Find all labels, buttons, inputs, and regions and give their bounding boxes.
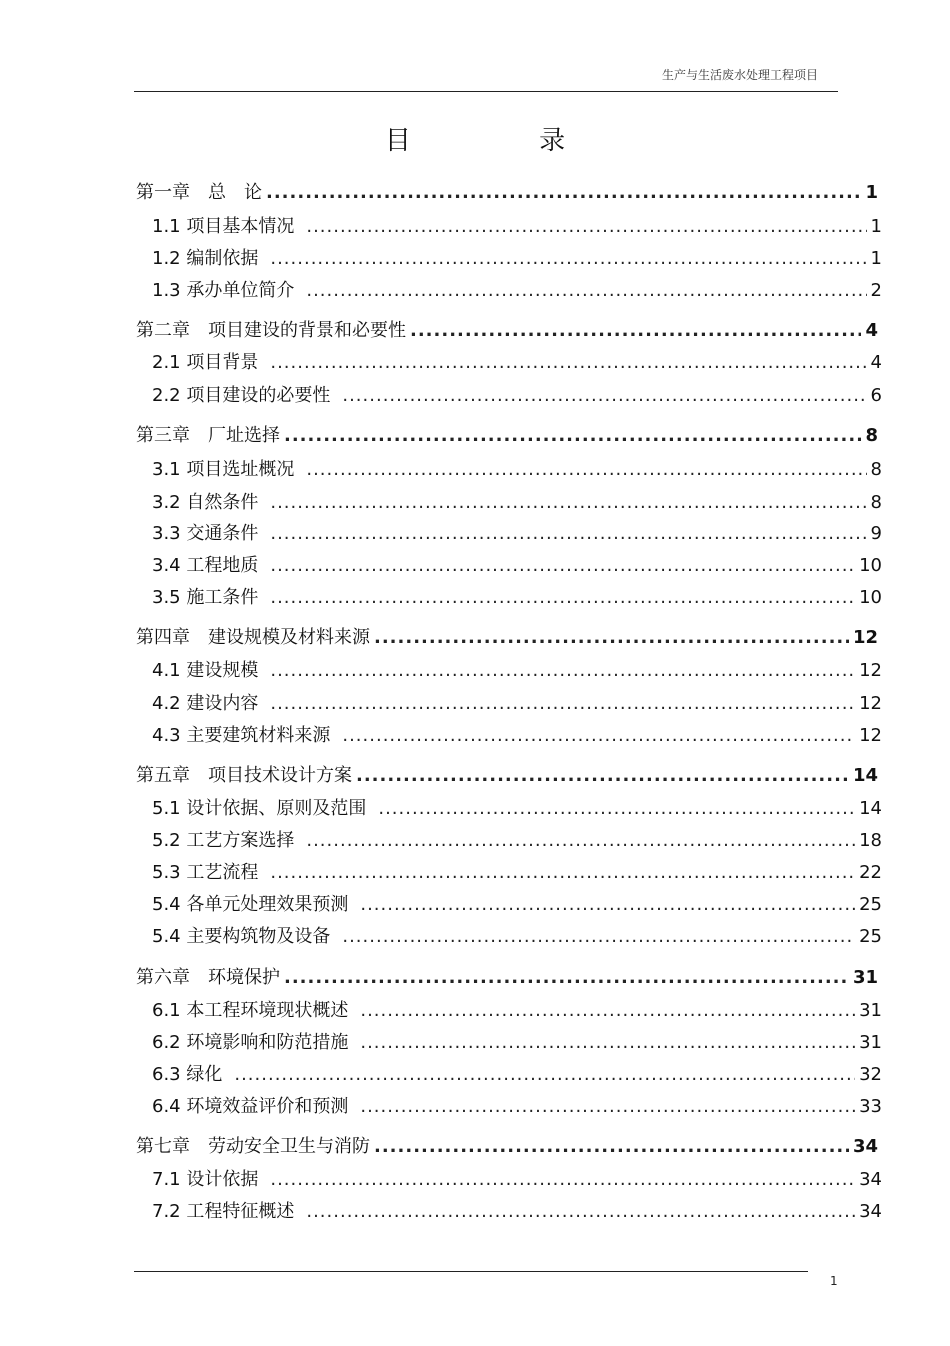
toc-entry-label: 第七章 劳动安全卫生与消防 <box>136 1136 370 1157</box>
toc-chapter-entry[interactable] <box>136 318 878 344</box>
toc-entry-page: 14 <box>852 765 878 786</box>
dot-leader <box>270 521 866 547</box>
toc-chapter-entry[interactable] <box>136 625 878 651</box>
dot-leader <box>374 625 849 651</box>
toc-entry-page: 25 <box>859 926 882 947</box>
toc-entry-page: 12 <box>859 693 882 714</box>
toc-entry-page: 25 <box>859 894 882 915</box>
page-number: 1 <box>830 1274 838 1288</box>
dot-leader <box>284 423 861 449</box>
toc-entry-label: 5.1 设计依据、原则及范围 <box>152 798 367 819</box>
toc-section-entry[interactable] <box>152 214 882 240</box>
toc-entry-page: 31 <box>852 967 878 988</box>
toc-entry-page: 8 <box>870 492 882 513</box>
toc-section-entry[interactable] <box>152 723 882 749</box>
toc-entry-page: 12 <box>859 725 882 746</box>
dot-leader <box>270 1167 855 1193</box>
toc-chapter-entry[interactable] <box>136 423 878 449</box>
toc-section-entry[interactable] <box>152 553 882 579</box>
toc-entry-page: 1 <box>870 248 882 269</box>
toc-entry-page: 4 <box>870 352 882 373</box>
dot-leader <box>306 278 866 304</box>
toc-entry-page: 34 <box>859 1169 882 1190</box>
toc-entry-label: 2.2 项目建设的必要性 <box>152 385 331 406</box>
toc-entry-page: 1 <box>870 216 882 237</box>
toc-entry-label: 1.1 项目基本情况 <box>152 216 295 237</box>
toc-title: 目 录 <box>384 126 626 156</box>
dot-leader <box>306 1199 855 1225</box>
toc-section-entry[interactable] <box>152 457 882 483</box>
toc-section-entry[interactable] <box>152 828 882 854</box>
toc-entry-label: 4.3 主要建筑材料来源 <box>152 725 331 746</box>
toc-entry-label: 3.1 项目选址概况 <box>152 459 295 480</box>
toc-entry-page: 12 <box>859 660 882 681</box>
toc-section-entry[interactable] <box>152 383 882 409</box>
dot-leader <box>270 585 855 611</box>
toc-section-entry[interactable] <box>152 1199 882 1225</box>
toc-entry-page: 9 <box>870 523 882 544</box>
toc-entry-page: 1 <box>865 182 878 203</box>
toc-section-entry[interactable] <box>152 585 882 611</box>
toc-entry-page: 14 <box>859 798 882 819</box>
dot-leader <box>270 860 855 886</box>
toc-entry-label: 第二章 项目建设的背景和必要性 <box>136 320 406 341</box>
toc-section-entry[interactable] <box>152 278 882 304</box>
dot-leader <box>270 658 855 684</box>
toc-entry-page: 10 <box>859 555 882 576</box>
toc-entry-page: 31 <box>859 1000 882 1021</box>
toc-entry-label: 7.2 工程特征概述 <box>152 1201 295 1222</box>
toc-section-entry[interactable] <box>152 998 882 1024</box>
dot-leader <box>342 924 855 950</box>
toc-section-entry[interactable] <box>152 1062 882 1088</box>
dot-leader <box>410 318 861 344</box>
toc-entry-page: 22 <box>859 862 882 883</box>
dot-leader <box>270 553 855 579</box>
dot-leader <box>360 998 855 1024</box>
toc-entry-page: 34 <box>852 1136 878 1157</box>
toc-entry-page: 4 <box>865 320 878 341</box>
dot-leader <box>270 350 866 376</box>
dot-leader <box>306 828 855 854</box>
toc-section-entry[interactable] <box>152 924 882 950</box>
toc-chapter-entry[interactable] <box>136 965 878 991</box>
dot-leader <box>270 246 866 272</box>
running-header: 生产与生活废水处理工程项目 <box>661 68 818 82</box>
dot-leader <box>306 457 866 483</box>
toc-entry-page: 10 <box>859 587 882 608</box>
toc-entry-page: 12 <box>852 627 878 648</box>
toc-entry-label: 2.1 项目背景 <box>152 352 259 373</box>
toc-entry-label: 4.2 建设内容 <box>152 693 259 714</box>
toc-entry-label: 3.5 施工条件 <box>152 587 259 608</box>
toc-entry-label: 第三章 厂址选择 <box>136 425 280 446</box>
toc-section-entry[interactable] <box>152 658 882 684</box>
toc-section-entry[interactable] <box>152 796 882 822</box>
toc-entry-label: 1.2 编制依据 <box>152 248 259 269</box>
dot-leader <box>360 892 855 918</box>
toc-entry-page: 18 <box>859 830 882 851</box>
dot-leader <box>306 214 866 240</box>
toc-entry-label: 1.3 承办单位简介 <box>152 280 295 301</box>
dot-leader <box>360 1030 855 1056</box>
toc-section-entry[interactable] <box>152 860 882 886</box>
toc-section-entry[interactable] <box>152 1167 882 1193</box>
toc-chapter-entry[interactable] <box>136 763 878 789</box>
toc-entry-label: 5.4 各单元处理效果预测 <box>152 894 349 915</box>
toc-entry-label: 3.2 自然条件 <box>152 492 259 513</box>
dot-leader <box>266 180 861 206</box>
footer-divider <box>134 1271 808 1272</box>
toc-entry-label: 第四章 建设规模及材料来源 <box>136 627 370 648</box>
toc-entry-label: 3.4 工程地质 <box>152 555 259 576</box>
toc-entry-page: 31 <box>859 1032 882 1053</box>
toc-entry-label: 6.3 绿化 <box>152 1064 223 1085</box>
toc-chapter-entry[interactable] <box>136 1134 878 1160</box>
toc-chapter-entry[interactable] <box>136 180 878 206</box>
toc-section-entry[interactable] <box>152 1030 882 1056</box>
dot-leader <box>284 965 849 991</box>
toc-entry-page: 6 <box>870 385 882 406</box>
toc-entry-label: 5.2 工艺方案选择 <box>152 830 295 851</box>
dot-leader <box>356 763 849 789</box>
dot-leader <box>234 1062 855 1088</box>
dot-leader <box>378 796 855 822</box>
toc-entry-page: 8 <box>865 425 878 446</box>
toc-section-entry[interactable] <box>152 350 882 376</box>
toc-entry-page: 2 <box>870 280 882 301</box>
dot-leader <box>342 723 855 749</box>
toc-entry-label: 6.4 环境效益评价和预测 <box>152 1096 349 1117</box>
toc-section-entry[interactable] <box>152 691 882 717</box>
toc-entry-page: 8 <box>870 459 882 480</box>
toc-section-entry[interactable] <box>152 490 882 516</box>
toc-entry-label: 7.1 设计依据 <box>152 1169 259 1190</box>
toc-entry-page: 33 <box>859 1096 882 1117</box>
dot-leader <box>270 490 866 516</box>
toc-entry-label: 第六章 环境保护 <box>136 967 280 988</box>
toc-section-entry[interactable] <box>152 892 882 918</box>
toc-entry-label: 5.4 主要构筑物及设备 <box>152 926 331 947</box>
toc-section-entry[interactable] <box>152 1094 882 1120</box>
toc-entry-label: 第一章 总 论 <box>136 182 262 203</box>
dot-leader <box>374 1134 849 1160</box>
toc-section-entry[interactable] <box>152 521 882 547</box>
toc-entry-label: 第五章 项目技术设计方案 <box>136 765 352 786</box>
toc-entry-label: 5.3 工艺流程 <box>152 862 259 883</box>
toc-entry-label: 6.1 本工程环境现状概述 <box>152 1000 349 1021</box>
toc-entry-page: 34 <box>859 1201 882 1222</box>
header-divider <box>134 91 838 92</box>
toc-entry-page: 32 <box>859 1064 882 1085</box>
toc-entry-label: 6.2 环境影响和防范措施 <box>152 1032 349 1053</box>
dot-leader <box>270 691 855 717</box>
toc-entry-label: 3.3 交通条件 <box>152 523 259 544</box>
toc-entry-label: 4.1 建设规模 <box>152 660 259 681</box>
dot-leader <box>342 383 866 409</box>
dot-leader <box>360 1094 855 1120</box>
toc-section-entry[interactable] <box>152 246 882 272</box>
